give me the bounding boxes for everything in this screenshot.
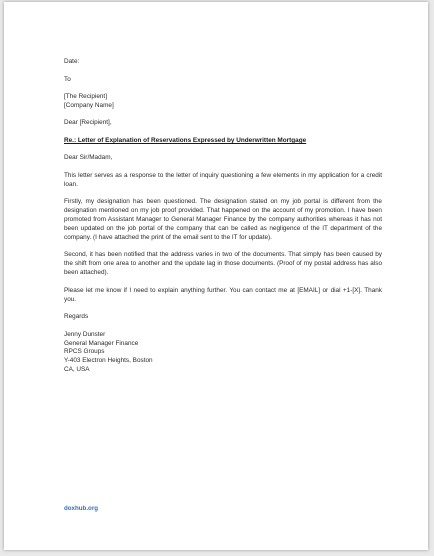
signature-company: RPCS Groups bbox=[64, 348, 105, 356]
paragraph-intro: This letter serves as a response to the letter of inquiry questioning a few elements in my application for a credit loan. bbox=[64, 171, 382, 188]
letter-page bbox=[4, 2, 428, 550]
recipient-name: [The Recipient] bbox=[64, 93, 107, 100]
letter-body bbox=[64, 58, 382, 375]
greeting: Dear Sir/Madam, bbox=[64, 154, 113, 162]
paragraph-designation: Firstly, my designation has been questioned. The designation stated on my job portal is different from the designation mentioned on my job proof provided. That happened on the account of my promotion. I have been promoted from Assistant Manager to General Manager Finance by the company authorities whereas it has not been updated on the job portal of the company that can be called as negligence of the IT department of the company. (I have attached the print of the email sent to the IT for update). bbox=[64, 198, 382, 241]
paragraph-address: Second, it has been notified that the address varies in two of the documents. That simply has been caused by the shift from one area to another and the update lag in those documents. (Proof of my postal address has also been attached). bbox=[64, 251, 382, 277]
signature-address: Y-403 Electron Heights, Boston bbox=[64, 357, 153, 365]
doxhub-watermark: doxhub.org bbox=[64, 505, 99, 512]
paragraph-contact: Please let me know if I need to explain anything further. You can contact me at [EMAIL] or dial +1-[X]. Thank you. bbox=[64, 286, 382, 303]
signature-title: General Manager Finance bbox=[64, 339, 139, 347]
signature-name: Jenny Dunster bbox=[64, 330, 106, 338]
date-line: Date: bbox=[64, 58, 80, 65]
recipient-company: [Company Name] bbox=[64, 101, 114, 109]
to-line: To bbox=[64, 75, 71, 83]
subject-line: Re.: Letter of Explanation of Reservations Expressed by Underwritten Mortgage bbox=[64, 136, 307, 144]
signature-region: CA, USA bbox=[64, 366, 90, 374]
salutation: Dear [Recipient], bbox=[64, 119, 112, 127]
closing: Regards bbox=[64, 313, 89, 321]
